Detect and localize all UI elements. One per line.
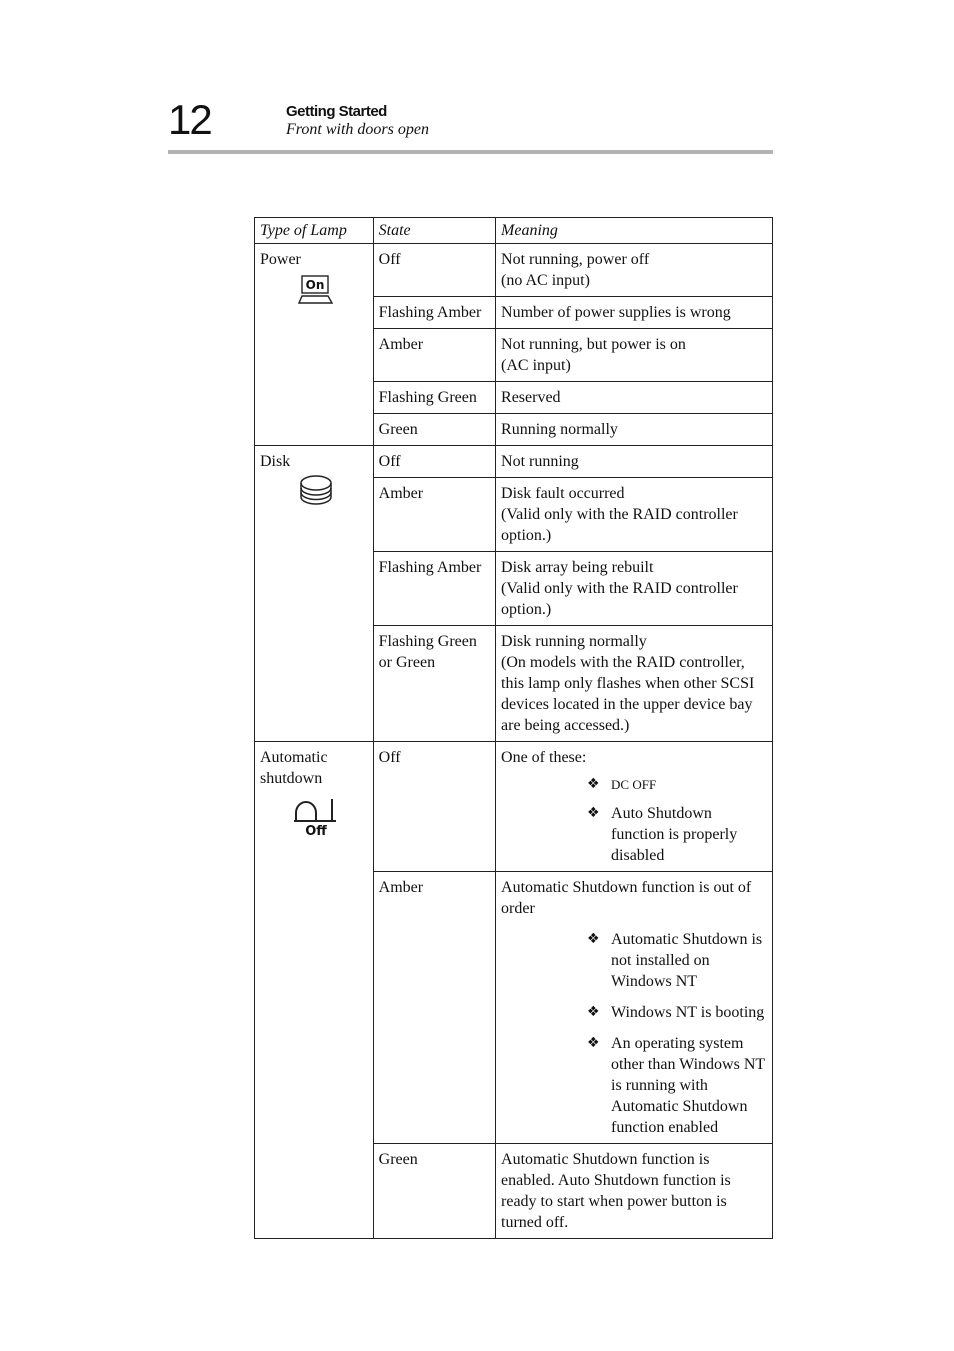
diamond-bullet-icon: ❖ <box>587 776 600 792</box>
power-state-flashing-green: Flashing Green <box>373 382 495 414</box>
power-icon-label: On <box>305 278 325 292</box>
shutdown-off-bullets <box>587 774 767 866</box>
list-item: ❖ An operating system other than Windows NT is running with Automatic Shutdown function enabled <box>587 1035 765 1136</box>
table-row <box>255 244 773 297</box>
power-state-amber: Amber <box>373 329 495 382</box>
diamond-bullet-icon: ❖ <box>587 1035 600 1051</box>
shutdown-off-icon <box>294 795 338 837</box>
disk-meaning-amber: Disk fault occurred (Valid only with the RAID controller option.) <box>496 478 773 552</box>
lamp-power-cell <box>255 244 374 446</box>
shutdown-meaning-amber: Automatic Shutdown function is out of order ❖ Automatic Shutdown is not installed on Windows NT ❖ Windows NT is booting ❖ An operating system other than Windows NT is running with Automatic Shutdown function enabled <box>496 872 773 1144</box>
lamp-table <box>254 217 773 1239</box>
section-title: Front with doors open <box>286 121 429 138</box>
list-item: ❖ Auto Shutdown function is properly disabled <box>587 805 738 864</box>
disk-meaning-flashing-green: Disk running normally (On models with the RAID controller, this lamp only flashes when other SCSI devices located in the upper device bay are being accessed.) <box>496 626 773 742</box>
lamp-label-shutdown: Automatic shutdown <box>260 749 328 787</box>
shutdown-state-amber: Amber <box>373 872 495 1144</box>
header-state: State <box>373 218 495 244</box>
header-rule <box>168 150 773 154</box>
power-state-flashing-amber: Flashing Amber <box>373 297 495 329</box>
lamp-label-power: Power <box>260 251 301 268</box>
power-meaning-amber: Not running, but power is on (AC input) <box>496 329 773 382</box>
header-meaning: Meaning <box>496 218 773 244</box>
power-state-green: Green <box>373 414 495 446</box>
disk-state-flashing-green: Flashing Green or Green <box>373 626 495 742</box>
diamond-bullet-icon: ❖ <box>587 805 600 821</box>
shutdown-state-off: Off <box>373 742 495 872</box>
disk-state-off: Off <box>373 446 495 478</box>
diamond-bullet-icon: ❖ <box>587 1004 600 1020</box>
shutdown-meaning-off: One of these: ❖ DC OFF ❖ Auto Shutdown function is properly disabled <box>496 742 773 872</box>
disk-state-amber: Amber <box>373 478 495 552</box>
shutdown-amber-bullets <box>587 929 767 1138</box>
list-item: ❖ Automatic Shutdown is not installed on Windows NT <box>587 931 763 990</box>
table-header-row <box>255 218 773 244</box>
power-meaning-off: Not running, power off (no AC input) <box>496 244 773 297</box>
shutdown-state-green: Green <box>373 1144 495 1239</box>
power-meaning-flashing-green: Reserved <box>496 382 773 414</box>
disk-state-flashing-amber: Flashing Amber <box>373 552 495 626</box>
table-row <box>255 446 773 478</box>
lamp-disk-cell <box>255 446 374 742</box>
diamond-bullet-icon: ❖ <box>587 931 600 947</box>
chapter-title: Getting Started <box>286 103 387 120</box>
power-on-icon <box>298 274 334 306</box>
list-item: ❖ DC OFF <box>587 774 767 795</box>
shutdown-meaning-green: Automatic Shutdown function is enabled. Auto Shutdown function is ready to start when power button is turned off. <box>496 1144 773 1239</box>
power-meaning-flashing-amber: Number of power supplies is wrong <box>496 297 773 329</box>
lamp-shutdown-cell <box>255 742 374 1239</box>
list-item: ❖ Windows NT is booting <box>587 1004 765 1021</box>
header-type-of-lamp: Type of Lamp <box>255 218 374 244</box>
disk-meaning-flashing-amber: Disk array being rebuilt (Valid only with the RAID controller option.) <box>496 552 773 626</box>
page-number: 12 <box>168 96 211 143</box>
shutdown-icon-label: Off <box>305 824 327 837</box>
power-state-off: Off <box>373 244 495 297</box>
power-meaning-green: Running normally <box>496 414 773 446</box>
lamp-label-disk: Disk <box>260 453 291 470</box>
disk-icon <box>298 474 334 508</box>
table-row <box>255 742 773 872</box>
disk-meaning-off: Not running <box>496 446 773 478</box>
